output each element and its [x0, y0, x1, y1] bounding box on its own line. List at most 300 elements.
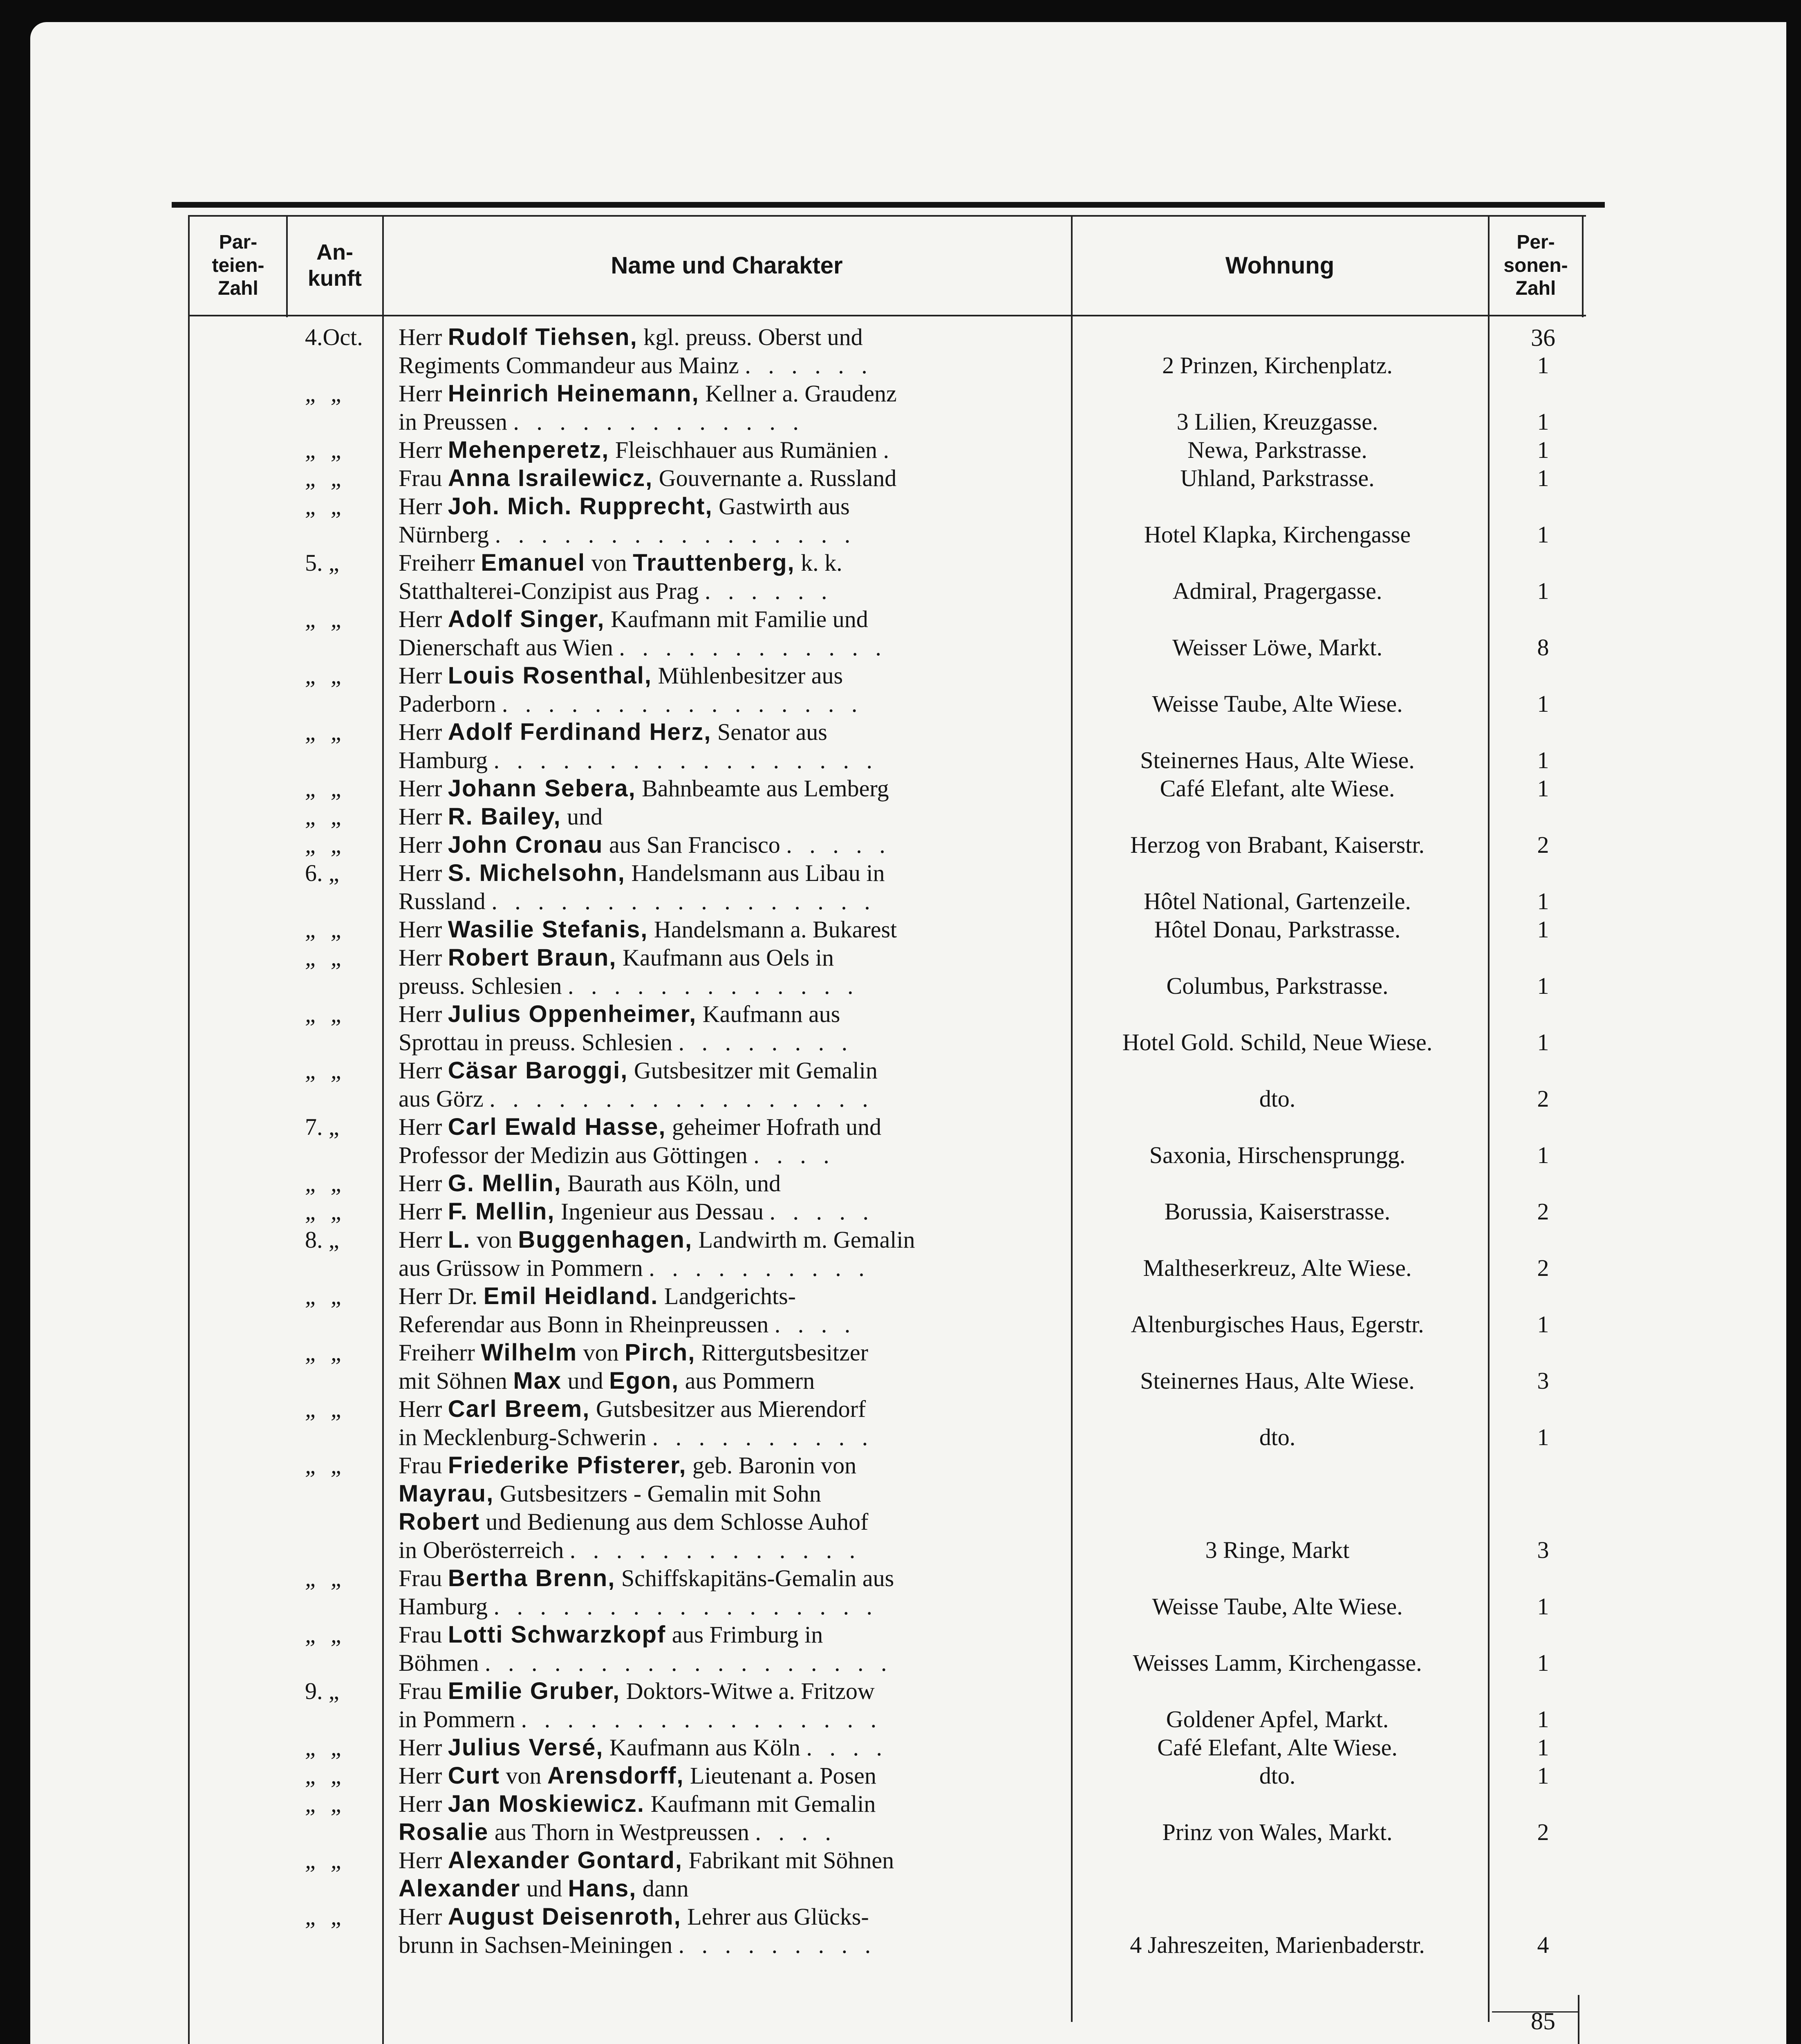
arrival-cell: „ „ [305, 1621, 347, 1648]
table-row [0, 1790, 1801, 1818]
name-cell [399, 436, 1053, 464]
name-cell [399, 633, 1053, 661]
name-cell [399, 859, 1053, 887]
guest-name: Robert [399, 1508, 480, 1535]
wohnung-cell: 2 Prinzen, Kirchenplatz. [1162, 352, 1393, 379]
name-cell [399, 1451, 1053, 1479]
name-text: Regiments Commandeur aus Mainz [399, 352, 745, 379]
wohnung-cell: Weisse Taube, Alte Wiese. [1152, 690, 1403, 717]
name-text: dann [636, 1875, 689, 1902]
table-row [0, 1846, 1801, 1874]
name-text: brunn in Sachsen-Meiningen [399, 1932, 679, 1958]
arrival-cell: „ „ [305, 1734, 347, 1761]
wohnung-cell: dto. [1259, 1085, 1296, 1112]
arrival-cell: 6. „ [305, 860, 339, 886]
carry-in-total: 36 [1531, 324, 1555, 351]
name-cell [399, 1733, 1053, 1762]
guest-name: Anna Israilewicz, [448, 465, 653, 491]
name-text: Lehrer aus Glücks- [681, 1903, 869, 1930]
table-row [0, 1226, 1801, 1254]
name-text: aus Thorn in Westpreussen [488, 1819, 755, 1845]
arrival-cell: „ „ [305, 606, 347, 632]
personen-cell: 2 [1537, 1255, 1549, 1281]
name-text: geb. Baronin von [686, 1452, 857, 1479]
name-cell [399, 1028, 1053, 1056]
table-row [0, 746, 1801, 774]
name-cell [399, 1874, 1053, 1903]
arrival-cell: „ „ [305, 1565, 347, 1591]
leader-dots: . . . . . . . . . . . . . . . . . [491, 888, 876, 914]
table-row [0, 1056, 1801, 1085]
personen-cell: 2 [1537, 831, 1549, 858]
name-text: Herr [399, 719, 448, 745]
name-text: Herr [399, 775, 448, 802]
arrival-cell: „ „ [305, 493, 347, 520]
guest-name: Cäsar Baroggi, [448, 1057, 628, 1084]
guest-name: Egon, [609, 1367, 679, 1394]
wohnung-cell: Weisser Löwe, Markt. [1172, 634, 1382, 661]
name-cell [399, 1197, 1053, 1226]
personen-cell: 1 [1537, 1424, 1549, 1450]
table-row [0, 690, 1801, 718]
table-row [0, 972, 1801, 1000]
name-text: Herr [399, 1903, 448, 1930]
name-text: Landwirth m. Gemalin [692, 1226, 915, 1253]
name-text: Herr [399, 1226, 448, 1253]
arrival-cell: „ „ [305, 465, 347, 491]
name-text: in Pommern [399, 1706, 521, 1732]
header-ankunft: An- kunft [308, 240, 362, 291]
arrival-cell: „ „ [305, 803, 347, 830]
table-row [0, 1762, 1801, 1790]
wohnung-cell: Herzog von Brabant, Kaiserstr. [1130, 831, 1425, 858]
name-text: Herr [399, 1396, 448, 1422]
guest-name: Buggenhagen, [518, 1226, 693, 1253]
guest-name: Adolf Singer, [448, 606, 605, 632]
personen-cell: 1 [1537, 1734, 1549, 1761]
arrival-cell: „ „ [305, 1057, 347, 1084]
wohnung-cell: dto. [1259, 1424, 1296, 1450]
name-cell [399, 1113, 1053, 1141]
table-row [0, 1677, 1801, 1705]
wohnung-cell: Steinernes Haus, Alte Wiese. [1140, 747, 1415, 773]
table-row [0, 605, 1801, 633]
leader-dots: . . . . . . . . . . . . . [513, 408, 804, 435]
table-row [0, 1254, 1801, 1282]
name-text: Frau [399, 1565, 448, 1591]
personen-cell: 1 [1537, 1762, 1549, 1789]
name-cell [399, 972, 1053, 1000]
name-cell [399, 408, 1053, 436]
name-text: Schiffskapitäns-Gemalin aus [615, 1565, 894, 1591]
name-text: Gutsbesitzers - Gemalin mit Sohn [494, 1480, 821, 1507]
name-text: mit Söhnen [399, 1367, 513, 1394]
name-cell [399, 915, 1053, 944]
table-row [0, 1141, 1801, 1169]
guest-name: Trauttenberg, [633, 549, 795, 576]
arrival-cell: „ „ [305, 1001, 347, 1027]
name-cell [399, 1367, 1053, 1395]
name-cell [399, 1846, 1053, 1874]
name-text: Mühlenbesitzer aus [652, 662, 843, 689]
guest-name: Heinrich Heinemann, [448, 380, 699, 407]
name-cell [399, 1338, 1053, 1367]
leader-dots: . . . . . . . . [678, 1029, 853, 1056]
table-row [0, 464, 1801, 492]
name-cell [399, 1395, 1053, 1423]
name-cell [399, 577, 1053, 605]
name-text: Kaufmann aus [697, 1001, 840, 1027]
name-text: Paderborn [399, 690, 502, 717]
name-text: Herr [399, 1170, 448, 1197]
personen-cell: 1 [1537, 1029, 1549, 1056]
arrival-cell: „ „ [305, 719, 347, 745]
leader-dots: . . . . . . . . . . . . . . . . . [493, 747, 878, 773]
guest-name: Louis Rosenthal, [448, 662, 652, 689]
name-cell [399, 1649, 1053, 1677]
guest-name: Robert Braun, [448, 944, 617, 971]
name-text: preuss. Schlesien [399, 973, 568, 999]
table-row [0, 520, 1801, 549]
name-text: Herr [399, 1057, 448, 1084]
name-cell [399, 1000, 1053, 1028]
name-text: Sprottau in preuss. Schlesien [399, 1029, 679, 1056]
personen-cell: 1 [1537, 916, 1549, 943]
guest-name: Wasilie Stefanis, [448, 916, 648, 943]
table-row [0, 661, 1801, 690]
leader-dots: . . . . . . . . . [678, 1932, 877, 1958]
name-text: Kaufmann mit Familie und [605, 606, 868, 632]
name-text: Hamburg [399, 747, 494, 773]
wohnung-cell: Maltheserkreuz, Alte Wiese. [1143, 1255, 1412, 1281]
guest-name: Carl Breem, [448, 1396, 590, 1422]
personen-cell: 1 [1537, 1593, 1549, 1620]
name-cell [399, 1226, 1053, 1254]
name-cell [399, 492, 1053, 520]
name-text: aus San Francisco [603, 831, 786, 858]
table-row [0, 549, 1801, 577]
name-text: Herr [399, 1734, 448, 1761]
arrival-cell: „ „ [305, 1452, 347, 1479]
guest-name: R. Bailey, [448, 803, 561, 830]
name-cell [399, 1056, 1053, 1085]
guest-name: Carl Ewald Hasse, [448, 1114, 666, 1140]
name-text: Herr [399, 944, 448, 971]
arrival-cell: „ „ [305, 1791, 347, 1817]
guest-name: Emanuel [481, 549, 586, 576]
sum-bracket [1578, 1995, 1579, 2044]
wohnung-cell: Uhland, Parkstrasse. [1180, 465, 1375, 491]
table-row [0, 323, 1801, 351]
table-row [0, 492, 1801, 520]
leader-dots: . . . . . . . . . . . . [619, 634, 887, 661]
name-cell [399, 1903, 1053, 1931]
header-name-und-charakter: Name und Charakter [611, 252, 843, 279]
name-cell [399, 1790, 1053, 1818]
table-row [0, 915, 1801, 944]
personen-cell: 1 [1537, 578, 1549, 604]
guest-name: G. Mellin, [448, 1170, 562, 1197]
name-text: von [500, 1762, 547, 1789]
col-line-ankunft [286, 215, 288, 317]
leader-dots: . . . . . [769, 1198, 875, 1225]
wohnung-cell: Saxonia, Hirschensprungg. [1149, 1142, 1406, 1168]
name-text: Herr [399, 324, 448, 350]
table-row [0, 1451, 1801, 1479]
name-text: Doktors-Witwe a. Fritzow [620, 1678, 875, 1704]
leader-dots: . . . . . . . . . . [649, 1255, 870, 1281]
arrival-cell: „ „ [305, 1283, 347, 1309]
name-text: Frau [399, 1621, 448, 1648]
table-row [0, 1479, 1801, 1508]
table-row [0, 1395, 1801, 1423]
table-row [0, 436, 1801, 464]
guest-name: Pirch, [625, 1339, 696, 1366]
name-cell [399, 802, 1053, 831]
table-row [0, 1423, 1801, 1451]
name-text: Senator aus [711, 719, 827, 745]
name-text: Statthalterei-Conzipist aus Prag [399, 578, 705, 604]
table-row [0, 802, 1801, 831]
name-text: Herr [399, 662, 448, 689]
name-cell [399, 1508, 1053, 1536]
name-cell [399, 379, 1053, 408]
name-text: von [577, 1339, 625, 1366]
name-text: von [585, 549, 633, 576]
guest-name: Mehenperetz, [448, 437, 609, 463]
wohnung-cell: Weisses Lamm, Kirchengasse. [1133, 1650, 1422, 1676]
wohnung-cell: Steinernes Haus, Alte Wiese. [1140, 1367, 1415, 1394]
table-row [0, 859, 1801, 887]
table-row [0, 1169, 1801, 1197]
table-row [0, 633, 1801, 661]
personen-cell: 1 [1537, 408, 1549, 435]
leader-dots: . . . . . . . . . . . . . [569, 1537, 861, 1563]
table-row [0, 1564, 1801, 1592]
personen-cell: 2 [1537, 1819, 1549, 1845]
guest-name: August Deisenroth, [448, 1903, 681, 1930]
guest-name: Bertha Brenn, [448, 1565, 616, 1591]
guest-name: Friederike Pfisterer, [448, 1452, 687, 1479]
wohnung-cell: 3 Lilien, Kreuzgasse. [1176, 408, 1378, 435]
arrival-cell: „ „ [305, 437, 347, 463]
table-row [0, 1508, 1801, 1536]
personen-cell: 1 [1537, 888, 1549, 914]
header-bottom-line [188, 315, 1586, 316]
table-row [0, 1282, 1801, 1310]
name-cell [399, 1762, 1053, 1790]
leader-dots: . . . . [774, 1311, 856, 1338]
table-row [0, 408, 1801, 436]
table-row [0, 1620, 1801, 1649]
name-text: aus Frimburg in [666, 1621, 823, 1648]
name-cell [399, 1423, 1053, 1451]
personen-cell: 1 [1537, 747, 1549, 773]
table-row [0, 1000, 1801, 1028]
header-parteien-zahl: Par- teien- Zahl [212, 231, 264, 300]
name-cell [399, 1564, 1053, 1592]
name-cell [399, 746, 1053, 774]
name-text: Herr [399, 860, 448, 886]
name-text: in Mecklenburg-Schwerin [399, 1424, 652, 1450]
guest-name: Hans, [568, 1875, 637, 1902]
name-cell [399, 1677, 1053, 1705]
leader-dots: . . . . . . . . . . . . . . . . . [493, 1593, 878, 1620]
personen-cell: 2 [1537, 1085, 1549, 1112]
guest-name: Curt [448, 1762, 500, 1789]
leader-dots: . . . . . . . . . . . . . . . . . [489, 1085, 874, 1112]
name-text: Herr [399, 1847, 448, 1874]
name-text: Herr [399, 916, 448, 943]
wohnung-cell: Café Elefant, alte Wiese. [1160, 775, 1395, 802]
name-cell [399, 661, 1053, 690]
name-cell [399, 1310, 1053, 1338]
personen-cell: 1 [1537, 1706, 1549, 1732]
table-row [0, 1367, 1801, 1395]
name-text: und [520, 1875, 568, 1902]
name-cell [399, 520, 1053, 549]
name-cell [399, 1169, 1053, 1197]
name-text: Dienerschaft aus Wien [399, 634, 619, 661]
arrival-cell: „ „ [305, 775, 347, 802]
personen-cell: 1 [1537, 1650, 1549, 1676]
header-personen-zahl: Per- sonen- Zahl [1503, 231, 1568, 300]
table-row [0, 944, 1801, 972]
guest-name: F. Mellin, [448, 1198, 555, 1225]
name-text: und Bedienung aus dem Schlosse Auhof [479, 1508, 869, 1535]
personen-cell: 1 [1537, 1142, 1549, 1168]
name-text: Gutsbesitzer aus Mierendorf [590, 1396, 866, 1422]
name-text: und [562, 1367, 609, 1394]
name-cell [399, 690, 1053, 718]
name-text: Herr [399, 1762, 448, 1789]
arrival-cell: „ „ [305, 1170, 347, 1197]
leader-dots: . . . . [753, 1142, 835, 1168]
guest-name: Wilhelm [481, 1339, 578, 1366]
name-text: Gouvernante a. Russland [653, 465, 897, 491]
wohnung-cell: Hôtel National, Gartenzeile. [1144, 888, 1411, 914]
arrival-cell: „ „ [305, 380, 347, 407]
wohnung-cell: Weisse Taube, Alte Wiese. [1152, 1593, 1403, 1620]
name-cell [399, 605, 1053, 633]
personen-cell: 4 [1537, 1932, 1549, 1958]
table-row [0, 887, 1801, 915]
name-cell [399, 464, 1053, 492]
name-text: Herr [399, 1791, 448, 1817]
wohnung-cell: Prinz von Wales, Markt. [1162, 1819, 1393, 1845]
name-text: Lieutenant a. Posen [684, 1762, 876, 1789]
name-text: aus Görz [399, 1085, 490, 1112]
arrival-cell: 4.Oct. [305, 324, 363, 350]
wohnung-cell: dto. [1259, 1762, 1296, 1789]
arrival-cell: „ „ [305, 1198, 347, 1225]
leader-dots: . . . . [755, 1819, 837, 1845]
name-text: Hamburg [399, 1593, 494, 1620]
arrival-cell: „ „ [305, 1396, 347, 1422]
name-text: k. k. [795, 549, 842, 576]
name-text: Frau [399, 465, 448, 491]
name-text: in Oberösterreich [399, 1537, 570, 1563]
name-text: kgl. preuss. Oberst und [637, 324, 863, 350]
name-text: Kaufmann aus Oels in [616, 944, 834, 971]
header-wohnung: Wohnung [1225, 252, 1335, 279]
table-row [0, 1592, 1801, 1620]
guest-name: S. Michelsohn, [448, 860, 625, 886]
guest-name: Rosalie [399, 1819, 489, 1845]
leader-dots: . . . . . . [705, 578, 833, 604]
wohnung-cell: Newa, Parkstrasse. [1187, 437, 1367, 463]
guest-name: Jan Moskiewicz. [448, 1791, 645, 1817]
arrival-cell: „ „ [305, 831, 347, 858]
wohnung-cell: Admiral, Pragergasse. [1172, 578, 1382, 604]
register-table [0, 323, 1801, 1959]
name-text: Kaufmann aus Köln [603, 1734, 806, 1761]
guest-name: Alexander [399, 1875, 521, 1902]
personen-cell: 1 [1537, 973, 1549, 999]
guest-name: Mayrau, [399, 1480, 494, 1507]
name-text: aus Pommern [679, 1367, 815, 1394]
name-cell [399, 1931, 1053, 1959]
personen-cell: 1 [1537, 690, 1549, 717]
table-row [0, 379, 1801, 408]
name-text: Herr [399, 437, 448, 463]
name-text: Landgerichts- [658, 1283, 796, 1309]
name-text: Kellner a. Graudenz [699, 380, 897, 407]
arrival-cell: „ „ [305, 1847, 347, 1874]
table-row [0, 577, 1801, 605]
name-text: Rittergutsbesitzer [695, 1339, 868, 1366]
name-text: Ingenieur aus Dessau [555, 1198, 770, 1225]
table-row [0, 351, 1801, 379]
wohnung-cell: 3 Ringe, Markt [1205, 1537, 1350, 1563]
name-cell [399, 831, 1053, 859]
name-text: Herr [399, 380, 448, 407]
guest-name: Alexander Gontard, [448, 1847, 683, 1874]
leader-dots: . . . . . [786, 831, 891, 858]
arrival-cell: „ „ [305, 1762, 347, 1789]
name-cell [399, 1282, 1053, 1310]
name-cell [399, 944, 1053, 972]
name-cell [399, 1141, 1053, 1169]
arrival-cell: „ „ [305, 916, 347, 943]
carry-out-total: 85 [1531, 2008, 1555, 2035]
table-row [0, 1931, 1801, 1959]
name-cell [399, 1254, 1053, 1282]
arrival-cell: 5. „ [305, 549, 339, 576]
guest-name: Emilie Gruber, [448, 1678, 620, 1704]
name-text: Bahnbeamte aus Lemberg [636, 775, 889, 802]
table-row [0, 1113, 1801, 1141]
guest-name: Julius Versé, [448, 1734, 604, 1761]
personen-cell: 8 [1537, 634, 1549, 661]
name-cell [399, 323, 1053, 351]
wohnung-cell: 4 Jahreszeiten, Marienbaderstr. [1130, 1932, 1425, 1958]
name-text: Herr [399, 1198, 448, 1225]
personen-cell: 3 [1537, 1367, 1549, 1394]
name-text: Herr [399, 803, 448, 830]
name-text: Russland [399, 888, 492, 914]
table-row [0, 1903, 1801, 1931]
guest-name: L. [448, 1226, 471, 1253]
leader-dots: . . . . . . . . . . . . . . . . [521, 1706, 883, 1732]
personen-cell: 2 [1537, 1198, 1549, 1225]
personen-cell: 1 [1537, 352, 1549, 379]
name-text: Böhmen [399, 1650, 485, 1676]
name-text: Fleischhauer aus Rumänien . [609, 437, 889, 463]
guest-name: Rudolf Tiehsen, [448, 324, 638, 350]
table-row [0, 774, 1801, 802]
arrival-cell: „ „ [305, 1903, 347, 1930]
